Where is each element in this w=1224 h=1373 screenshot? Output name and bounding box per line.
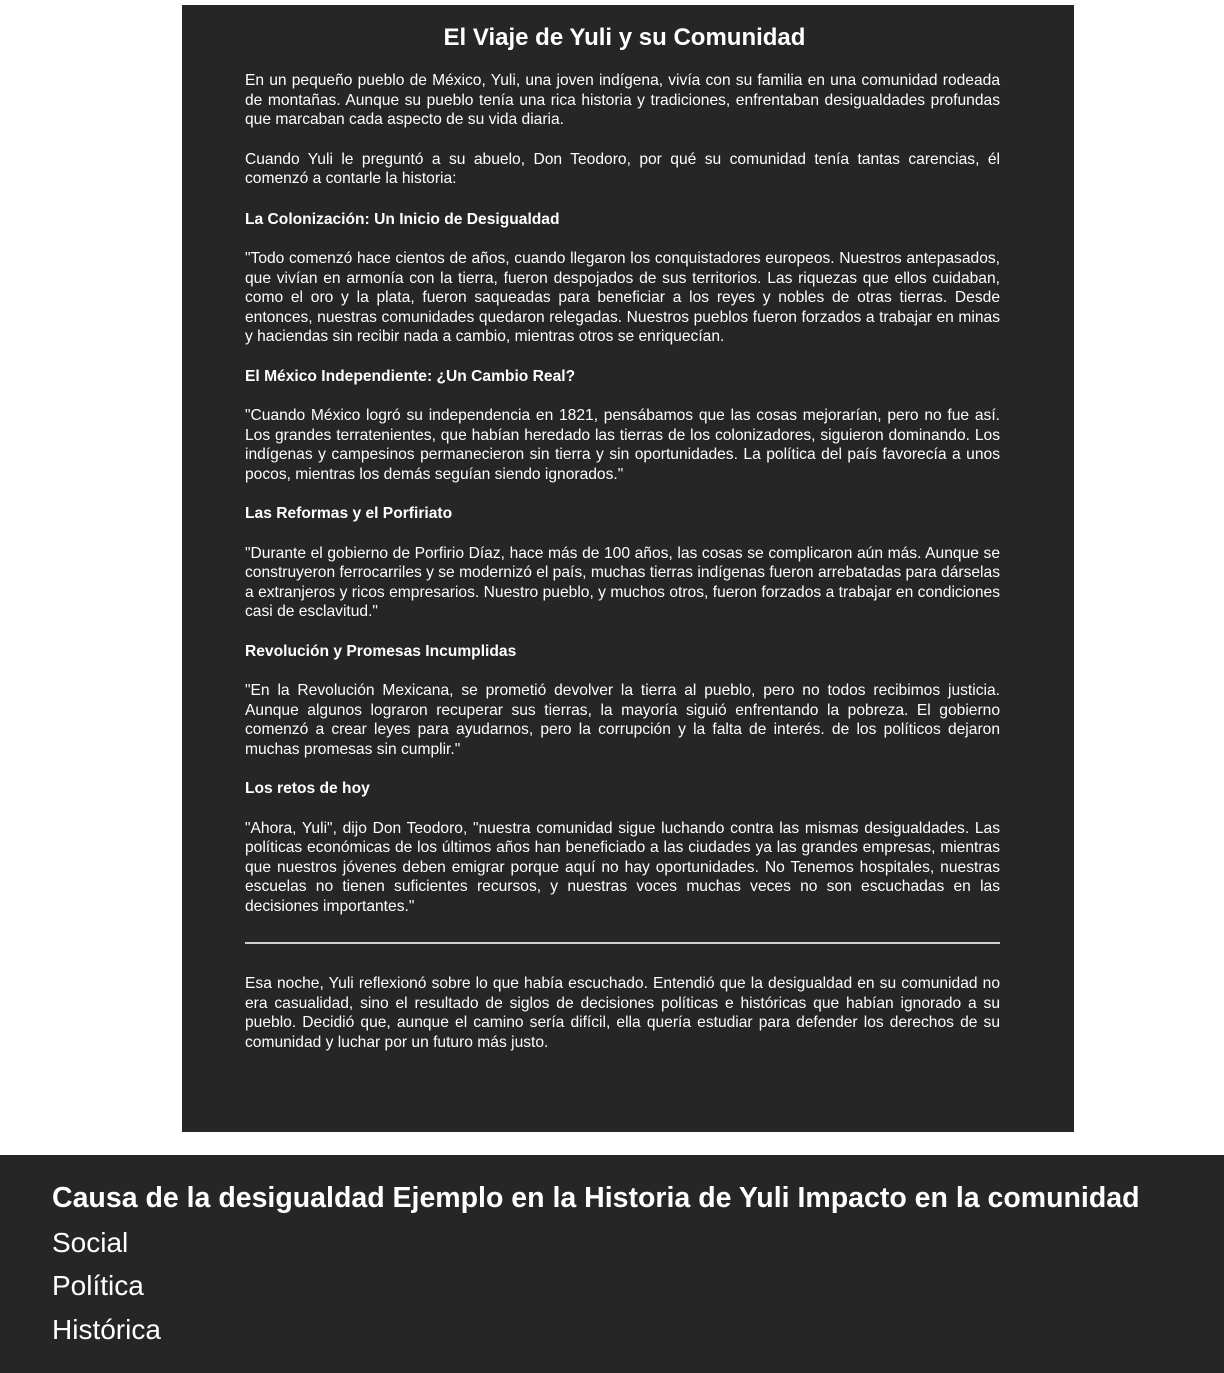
section-heading-independiente: El México Independiente: ¿Un Cambio Real? (245, 367, 576, 385)
story-document (182, 5, 1074, 1132)
intro-paragraph-1: En un pequeño pueblo de México, Yuli, una joven indígena, vivía con su familia en una comunidad rodeada de montañas. Aunque su pueblo tenía una rica historia y tradiciones, enfrentaban desigualdades profundas que marcaban cada aspecto de su vida diaria. (245, 72, 1000, 128)
section-text-independiente: "Cuando México logró su independencia en 1821, pensábamos que las cosas mejorarían, pero no fue así. Los grandes terratenientes, que habían heredado las tierras de los colonizadores, siguieron dominando. Los indígenas y campesinos permanecieron sin tierra y sin oportunidades. La política del país favorecía a unos pocos, mientras los demás seguían siendo ignorados." (245, 407, 1000, 483)
section-text-porfiriato: "Durante el gobierno de Porfirio Díaz, hace más de 100 años, las cosas se complicaron aún más. Aunque se construyeron ferrocarriles y se modernizó el país, muchas tierras indígenas fueron arrebatadas para dárselas a extranjeros y ricos empresarios. Nuestro pueblo, y muchos otros, fueron forzados a trabajar en condiciones casi de esclavitud." (245, 544, 1000, 620)
section-heading-revolucion: Revolución y Promesas Incumplidas (245, 642, 517, 660)
conclusion-paragraph: Esa noche, Yuli reflexionó sobre lo que había escuchado. Entendió que la desigualdad en su comunidad no era casualidad, sino el resultado de siglos de decisiones políticas e históricas que habían ignorado a su pueblo. Decidió que, aunque el camino sería difícil, ella quería estudiar para defender los derechos de su comunidad y luchar por un futuro más justo. (245, 975, 1000, 1051)
inequality-table (0, 1155, 1224, 1373)
section-text-retos: "Ahora, Yuli", dijo Don Teodoro, "nuestra comunidad sigue luchando contra las mismas desigualdades. Las políticas económicas de los últimos años han beneficiado a las ciudades ya las grandes empresas, mientras que nuestros jóvenes deben emigrar porque aquí no hay oportunidades. No Tenemos hospitales, nuestras escuelas no tienen suficientes recursos, y nuestras voces muchas veces no son escuchadas en las decisiones importantes." (245, 819, 1000, 915)
section-text-colonizacion: "Todo comenzó hace cientos de años, cuando llegaron los conquistadores europeos. Nuestros antepasados, que vivían en armonía con la tierra, fueron despojados de sus territorios. Las riquezas que ellos cuidaban, como el oro y la plata, fueron saqueadas para beneficiar a los reyes y nobles de otras tierras. Desde entonces, nuestras comunidades quedaron relegadas. Nuestros pueblos fueron forzados a trabajar en minas y haciendas sin recibir nada a cambio, mientras otros se enriquecían. (245, 250, 1000, 345)
intro-paragraph-2: Cuando Yuli le preguntó a su abuelo, Don Teodoro, por qué su comunidad tenía tantas carencias, él comenzó a contarle la historia: (245, 150, 1000, 187)
section-text-revolucion: "En la Revolución Mexicana, se prometió devolver la tierra al pueblo, pero no todos recibimos justicia. Aunque algunos lograron recuperar sus tierras, la mayoría siguió enfrentando la pobreza. El gobierno comenzó a crear leyes para ayudarnos, pero la corrupción y la falta de interés. de los políticos dejaron muchas promesas sin cumplir." (245, 682, 1000, 758)
table-row-politica: Política (52, 1270, 144, 1301)
section-heading-porfiriato: Las Reformas y el Porfiriato (245, 505, 453, 522)
table-row-historica: Histórica (52, 1314, 161, 1345)
section-divider (245, 942, 1000, 944)
section-heading-colonizacion: La Colonización: Un Inicio de Desigualdad (245, 210, 560, 228)
document-title: El Viaje de Yuli y su Comunidad (443, 24, 806, 51)
table-row-social: Social (52, 1227, 129, 1258)
table-header: Causa de la desigualdad Ejemplo en la Historia de Yuli Impacto en la comunidad (52, 1182, 1140, 1214)
section-heading-retos: Los retos de hoy (245, 780, 370, 797)
